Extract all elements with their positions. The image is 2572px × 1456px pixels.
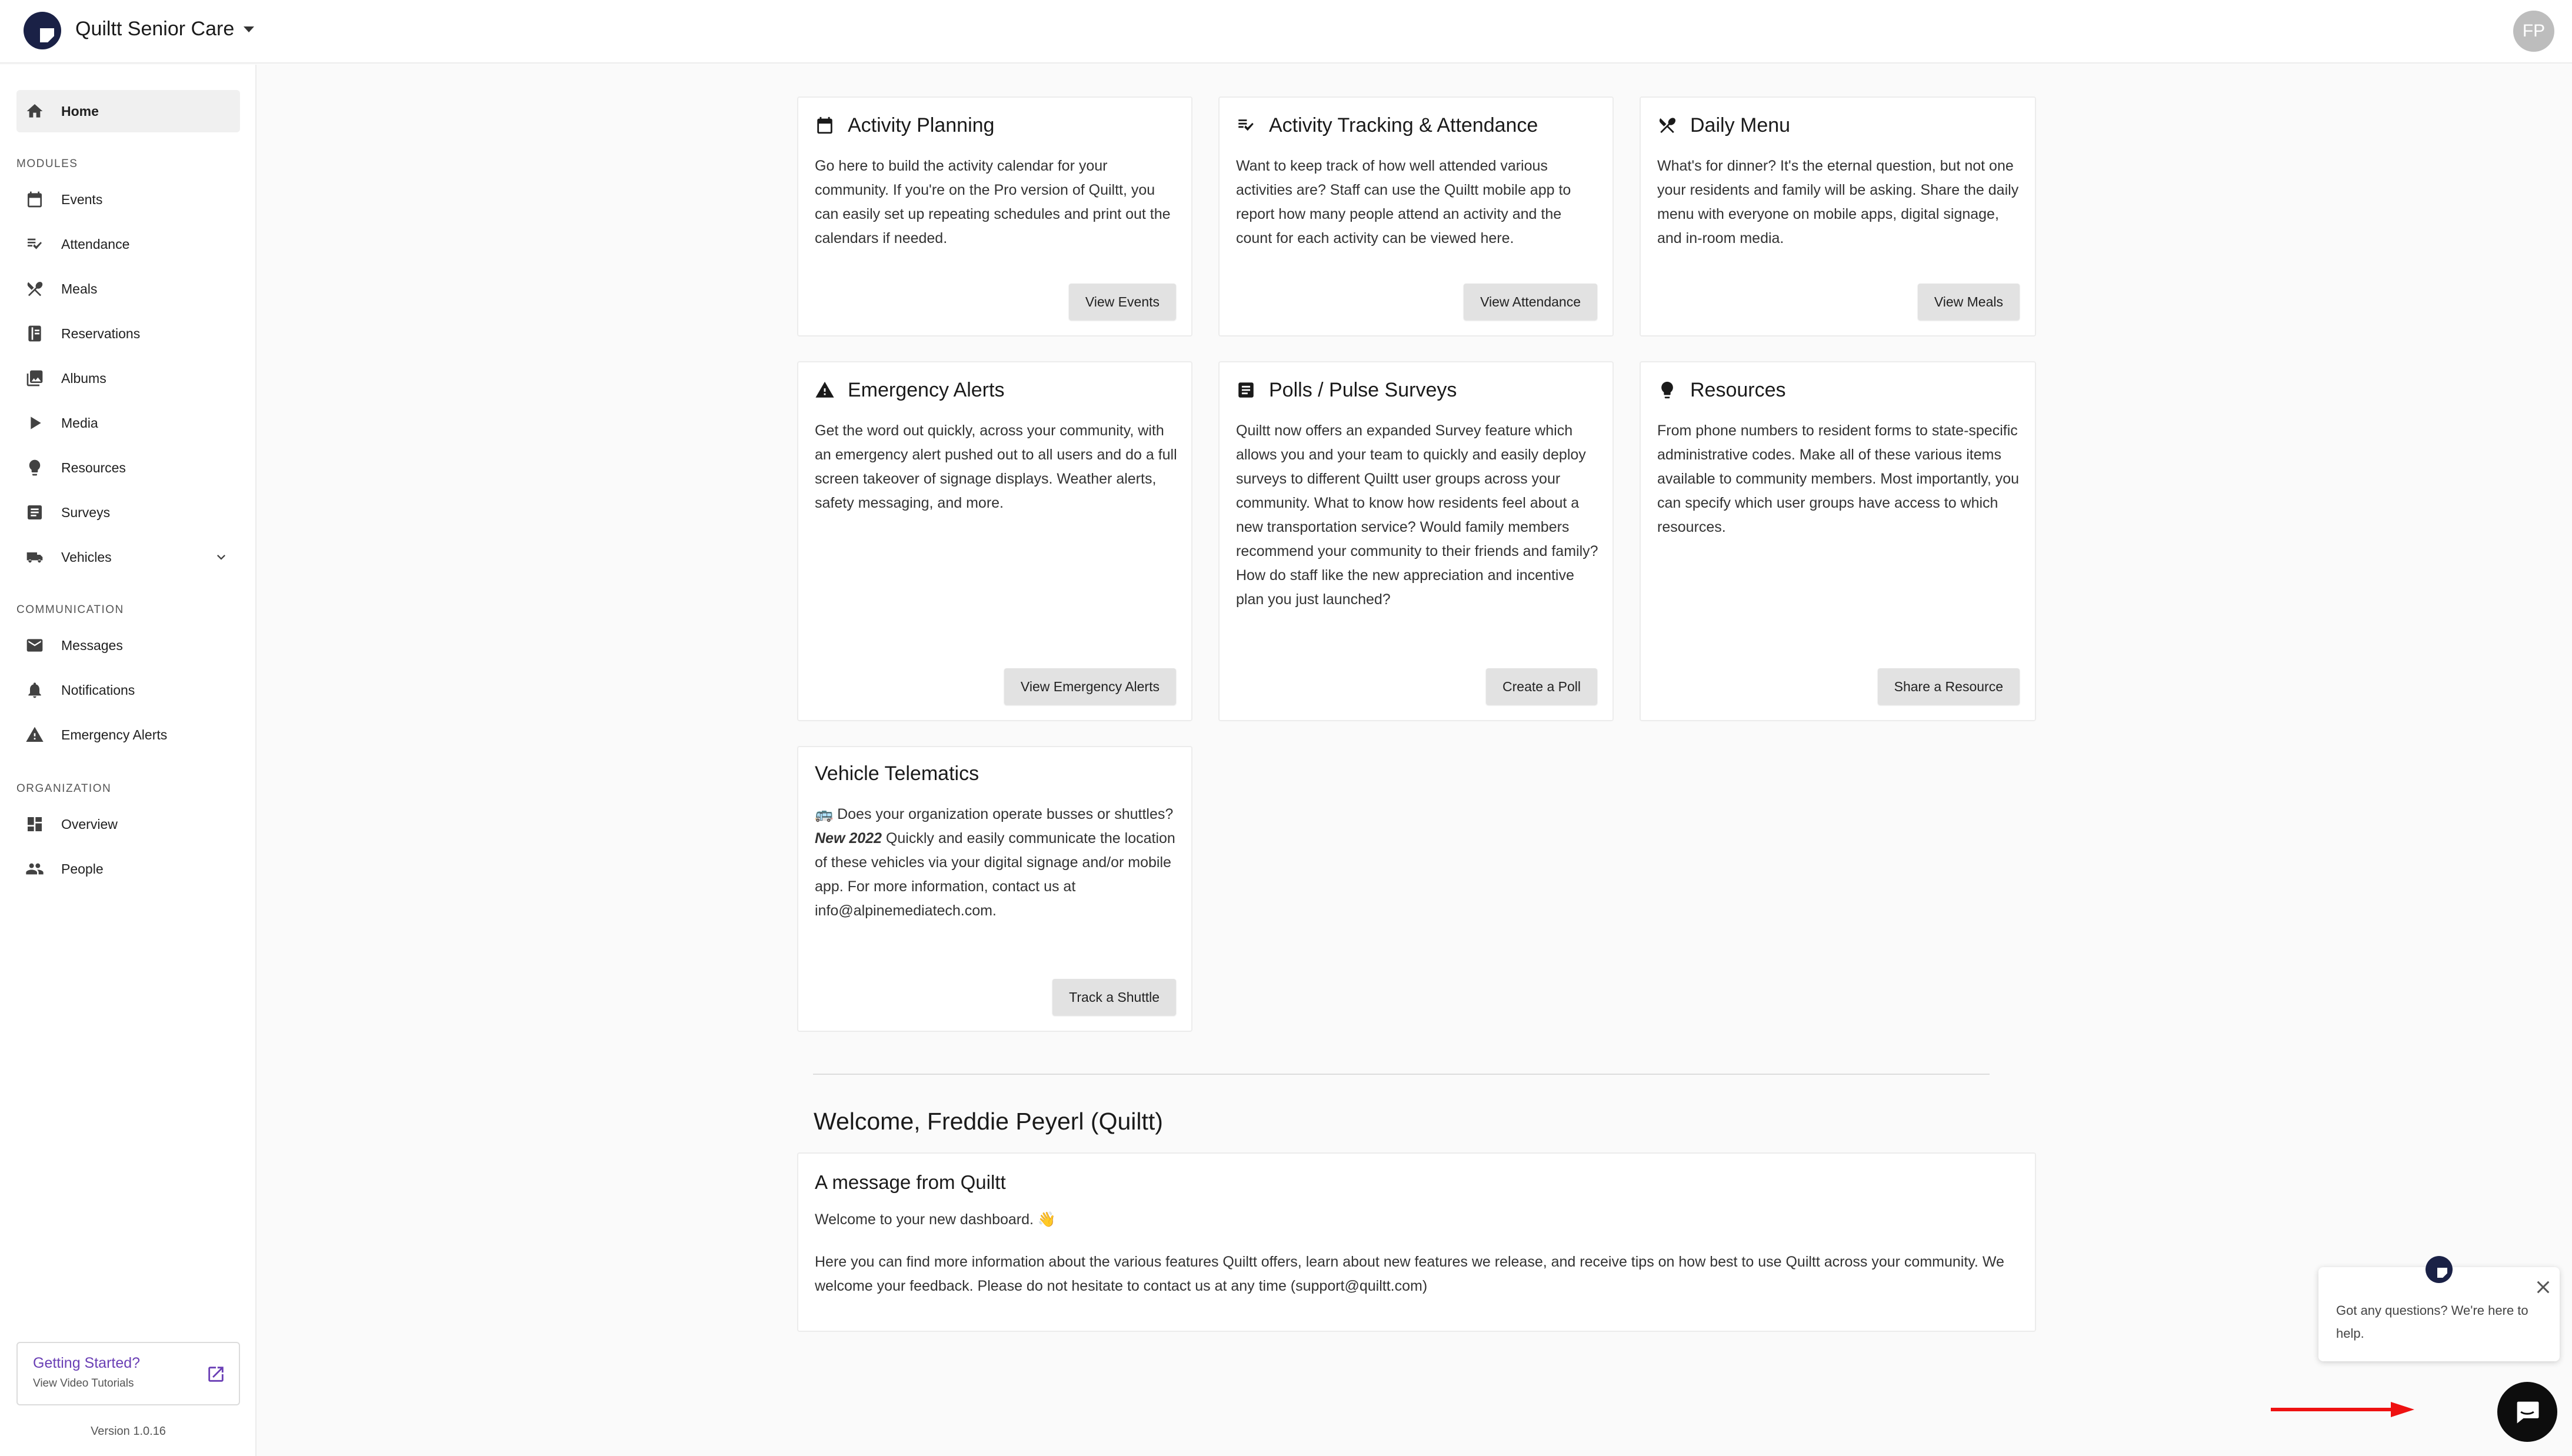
warning-icon (815, 380, 836, 401)
track-shuttle-button[interactable]: Track a Shuttle (1052, 979, 1176, 1015)
bus-emoji-icon: 🚌 (815, 806, 834, 822)
home-icon (25, 101, 45, 121)
sidebar-item-overview[interactable]: Overview (16, 803, 240, 845)
sidebar-item-media[interactable]: Media (16, 402, 240, 444)
envelope-icon (25, 635, 45, 655)
sidebar-item-attendance[interactable]: Attendance (16, 223, 240, 265)
utensils-icon (25, 279, 45, 299)
message-line-2: Here you can find more information about the various features Quiltt offers, learn about new features we release, and receive tips on how best to use Quiltt across your community. We welcome your feedback. Please do not hesitate to contact us at any time (support@quiltt.com) (815, 1254, 2004, 1294)
message-line-1: Welcome to your new dashboard. 👋 (815, 1211, 1057, 1228)
card-vehicle-telematics (797, 746, 1192, 1032)
sidebar-item-notifications[interactable]: Notifications (16, 669, 240, 711)
utensils-icon (1657, 115, 1678, 136)
card-title: Emergency Alerts (848, 379, 1005, 401)
photo-library-icon (25, 368, 45, 388)
poll-icon (1236, 380, 1257, 401)
card-title: Polls / Pulse Surveys (1269, 379, 1457, 401)
book-icon (25, 324, 45, 344)
bus-icon (25, 547, 45, 567)
card-description: Quiltt now offers an expanded Survey feature which allows you and your team to quickly and easily deploy surveys to different Quiltt user groups across your community. What to know how residents feel about a new transportation service? Would family members recommend your community to their friends and family? How do staff like the new appreciation and incentive plan you just launched? (1236, 422, 1598, 608)
people-icon (25, 859, 45, 879)
chat-agent-logo-icon (2426, 1256, 2453, 1283)
sidebar-item-vehicles[interactable]: Vehicles (16, 536, 240, 578)
card-activity-tracking (1218, 96, 1614, 336)
sidebar-item-emergency-alerts[interactable]: Emergency Alerts (16, 714, 240, 756)
card-description: Want to keep track of how well attended various activities are? Staff can use the Quiltt mobile app to report how many people attend an activity and the count for each activity can be viewed here. (1236, 158, 1571, 246)
user-avatar[interactable]: FP (2513, 11, 2554, 52)
sidebar-item-meals[interactable]: Meals (16, 268, 240, 310)
card-title: Activity Tracking & Attendance (1269, 114, 1538, 136)
sidebar-item-messages[interactable]: Messages (16, 624, 240, 667)
checklist-icon (25, 234, 45, 254)
card-title: Resources (1690, 379, 1786, 401)
calendar-icon (815, 115, 836, 136)
card-description: Go here to build the activity calendar for your community. If you're on the Pro version of Quiltt, you can easily set up repeating schedules and print out the calendars if needed. (815, 158, 1171, 246)
org-switcher[interactable] (75, 18, 254, 41)
sidebar-item-events[interactable]: Events (16, 178, 240, 221)
chat-bubble-icon (2512, 1397, 2543, 1427)
top-bar (0, 0, 2572, 64)
sidebar-item-surveys[interactable]: Surveys (16, 491, 240, 534)
external-link-icon (206, 1364, 226, 1387)
org-name: Quiltt Senior Care (75, 18, 235, 40)
card-description: Get the word out quickly, across your community, with an emergency alert pushed out to all users and do a full screen takeover of signage displays. Weather alerts, safety messaging, and more. (815, 422, 1177, 511)
card-resources (1640, 361, 2036, 721)
view-meals-button[interactable]: View Meals (1918, 284, 2020, 320)
card-polls-surveys (1218, 361, 1614, 721)
bell-icon (25, 680, 45, 700)
checklist-icon (1236, 115, 1257, 136)
chat-popup-text: Got any questions? We're here to help. (2336, 1303, 2528, 1341)
card-activity-planning (797, 96, 1192, 336)
welcome-heading: Welcome, Freddie Peyerl (Quiltt) (814, 1108, 1163, 1135)
quiltt-logo-icon[interactable] (24, 12, 61, 49)
sidebar-item-home[interactable]: Home (16, 90, 240, 132)
card-title: Vehicle Telematics (815, 762, 980, 785)
red-arrow-annotation (2271, 1401, 2414, 1418)
getting-started-title: Getting Started? (33, 1355, 141, 1371)
poll-icon (25, 502, 45, 522)
card-emergency-alerts (797, 361, 1192, 721)
sidebar-item-people[interactable]: People (16, 848, 240, 890)
create-poll-button[interactable]: Create a Poll (1486, 668, 1597, 705)
message-card (797, 1152, 2036, 1332)
card-description: What's for dinner? It's the eternal question, but not one your residents and family will be asking. Share the daily menu with everyone on mobile apps, digital signage, and in-room media. (1657, 158, 2019, 246)
close-icon[interactable] (2534, 1278, 2553, 1300)
card-daily-menu (1640, 96, 2036, 336)
card-description: From phone numbers to resident forms to state-specific administrative codes. Make all of these various items available to community members. Most importantly, you can specify which user groups have access to which resources. (1657, 422, 2020, 535)
card-title: Activity Planning (848, 114, 995, 136)
view-emergency-alerts-button[interactable]: View Emergency Alerts (1004, 668, 1176, 705)
sidebar-item-albums[interactable]: Albums (16, 357, 240, 399)
sidebar (0, 65, 256, 1456)
card-title: Daily Menu (1690, 114, 1791, 136)
section-label-communication: COMMUNICATION (16, 604, 124, 616)
share-resource-button[interactable]: Share a Resource (1878, 668, 2020, 705)
dashboard-icon (25, 814, 45, 834)
lightbulb-icon (25, 458, 45, 478)
new-2022-emphasis: New 2022 (815, 830, 882, 847)
getting-started-subtitle: View Video Tutorials (33, 1377, 134, 1390)
section-label-organization: ORGANIZATION (16, 782, 112, 795)
view-attendance-button[interactable]: View Attendance (1464, 284, 1597, 320)
sidebar-item-resources[interactable]: Resources (16, 447, 240, 489)
play-icon (25, 413, 45, 433)
lightbulb-icon (1657, 380, 1678, 401)
sidebar-item-reservations[interactable]: Reservations (16, 312, 240, 355)
section-label-modules: MODULES (16, 158, 78, 170)
warning-icon (25, 725, 45, 745)
calendar-icon (25, 189, 45, 209)
getting-started-link[interactable] (16, 1342, 240, 1405)
chat-launcher-button[interactable] (2497, 1382, 2557, 1442)
caret-down-icon (244, 26, 254, 32)
card-description: 🚌 Does your organization operate busses or shuttles? New 2022 Quickly and easily communicate the location of these vehicles via your digital signage and/or mobile app. For more information, contact us at info@alpinemediatech.com. (815, 806, 1175, 919)
chevron-down-icon[interactable] (213, 549, 229, 568)
view-events-button[interactable]: View Events (1069, 284, 1176, 320)
app-version: Version 1.0.16 (91, 1425, 166, 1438)
message-title: A message from Quiltt (815, 1171, 1006, 1193)
section-divider (813, 1074, 1990, 1075)
